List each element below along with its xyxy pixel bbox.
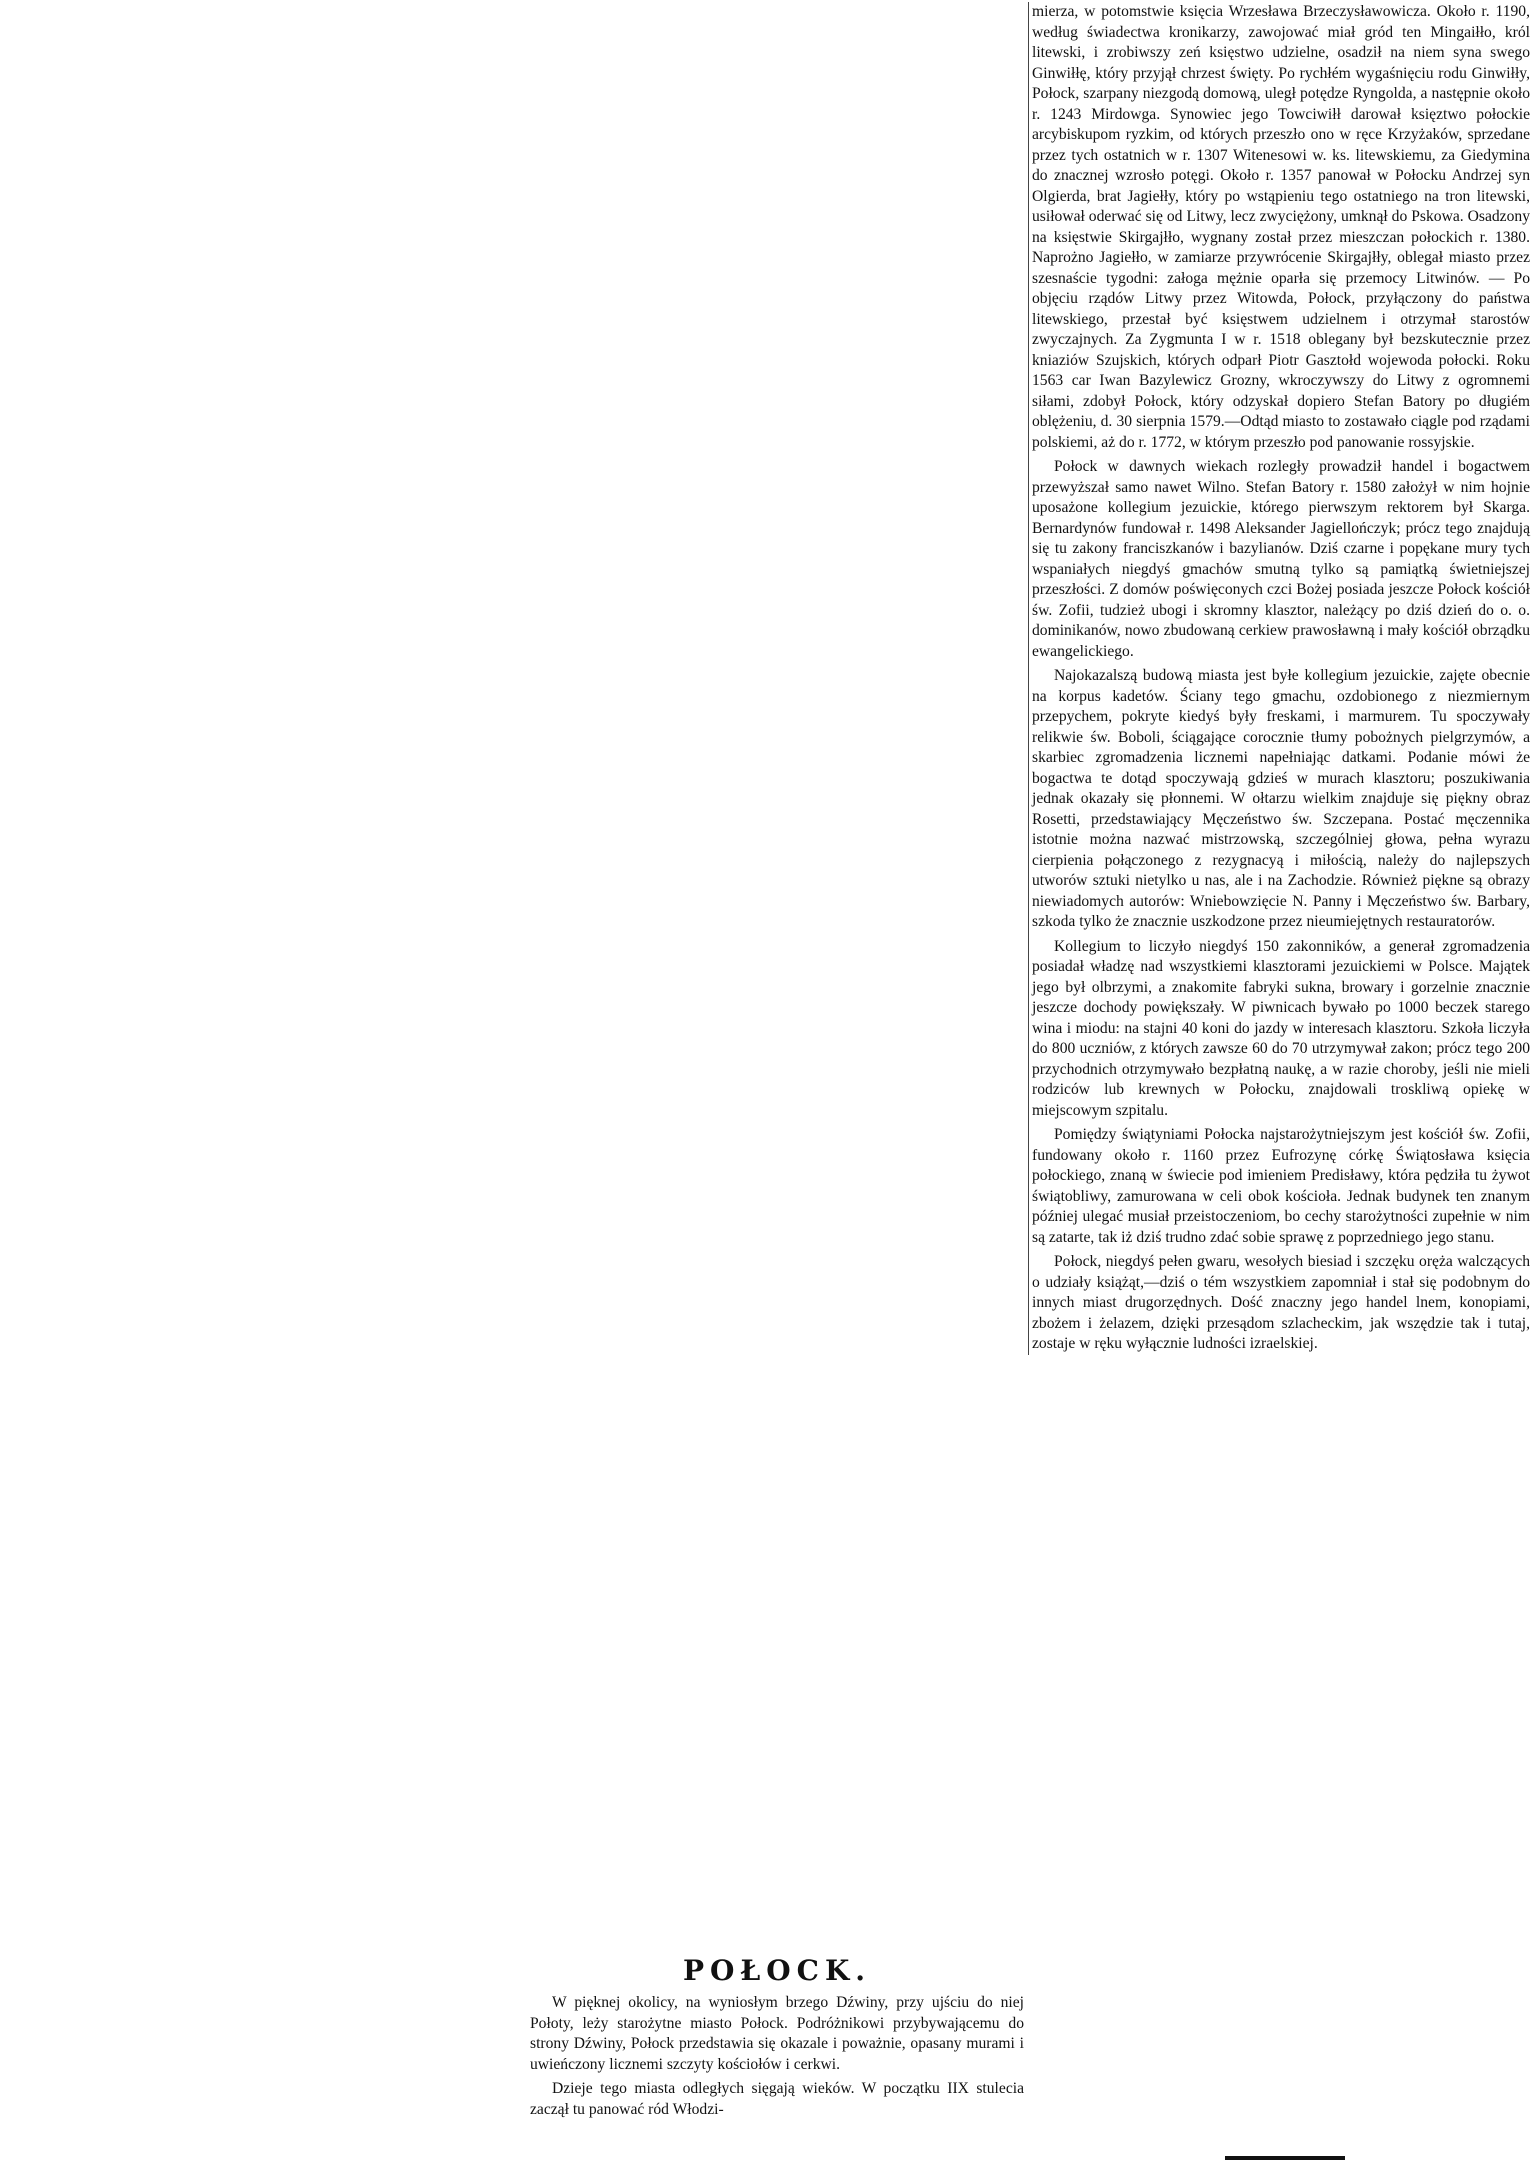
paragraph: Połock, niegdyś pełen gwaru, wesołych biesiad i szczęku oręża walczących o udziały książąt,—dziś o tém wszystkiem zapomniał i stał się podobnym do innych miast drugorzędnych. Dość znaczny jego handel lnem, konopiami, zbożem i żelazem, dzięki przesądom szlacheckim, jak wszędzie tak i tutaj, zostaje w ręku wyłącznie ludności izraelskiej.: [1032, 1253, 1530, 1352]
end-rule: [1225, 2156, 1345, 2160]
paragraph: Połock w dawnych wiekach rozległy prowadził handel i bogactwem przewyższał samo nawet Wilno. Stefan Batory r. 1580 założył w nim hojnie uposażone kollegium jezuickie, którego pierwszym rektorem był Skarga. Bernardynów fundował r. 1498 Aleksander Jagiellończyk; prócz tego znajdują się tu zakony franciszkanów i bazylianów. Dziś czarne i popękane mury tych wspaniałych niegdyś gmachów smutną tylko są pamiątką świetniejszej przeszłości. Z domów poświęconych czci Bożej posiada jeszcze Połock kościół św. Zofii, tudzież ubogi i skromny klasztor, należący po dziś dzień do o. o. dominikanów, nowo zbudowaną cerkiew prawosławną i mały kościół obrządku ewangelickiego.: [1032, 458, 1530, 660]
article-title: POŁOCK.: [682, 1954, 872, 1987]
right-column: [1028, 2, 1530, 1355]
left-column: [530, 1955, 1024, 2120]
paragraph: Najokazalszą budową miasta jest byłe kollegium jezuickie, zajęte obecnie na korpus kadetów. Ściany tego gmachu, ozdobionego z niezmiernym przepychem, pokryte kiedyś były freskami, i marmurem. Tu spoczywały relikwie św. Boboli, ściągające corocznie tłumy pobożnych pielgrzymów, a skarbiec zgromadzenia licznemi napełniając datkami. Podanie mówi że bogactwa te dotąd spoczywają gdzieś w murach klasztoru; poszukiwania jednak okazały się płonnemi. W ołtarzu wielkim znajduje się piękny obraz Rosetti, przedstawiający Męczeństwo św. Szczepana. Postać męczennika istotnie można nazwać mistrzowską, szczególniej głowa, pełna wyrazu cierpienia połączonego z rezygnacyą i miłością, należy do najlepszych utworów sztuki nietylko u nas, ale i na Zachodzie. Również piękne są obrazy niewiadomych autorów: Wniebowzięcie N. Panny i Męczeństwo św. Barbary, szkoda tylko że znacznie uszkodzone przez nieumiejętnych restauratorów.: [1032, 667, 1530, 930]
paragraph: Kollegium to liczyło niegdyś 150 zakonników, a generał zgromadzenia posiadał władzę nad wszystkiemi klasztorami jezuickiemi w Polsce. Majątek jego był olbrzymi, a znakomite fabryki sukna, browary i gorzelnie znacznie jeszcze dochody powiększały. W piwnicach bywało po 1000 beczek starego wina i miodu: na stajni 40 koni do jazdy w interesach klasztoru. Szkoła liczyła do 800 uczniów, z których zawsze 60 do 70 utrzymywał zakon; prócz tego 200 przychodnich otrzymywało bezpłatną naukę, a w razie choroby, jeśli nie mieli rodziców lub krewnych w Połocku, znajdowali troskliwą opiekę w miejscowym szpitalu.: [1032, 937, 1530, 1119]
paragraph: W pięknej okolicy, na wyniosłym brzego Dźwiny, przy ujściu do niej Połoty, leży starożytne miasto Połock. Podróżnikowi przybywającemu do strony Dźwiny, Połock przedstawia się okazale i poważnie, opasany murami i uwieńczony licznemi szczyty kościołów i cerkwi.: [530, 1994, 1024, 2073]
paragraph: Dzieje tego miasta odległych sięgają wieków. W początku IIX stulecia zaczął tu panować ród Włodzi-: [530, 2080, 1024, 2118]
paragraph: Pomiędzy świątyniami Połocka najstarożytniejszym jest kościół św. Zofii, fundowany około r. 1160 przez Eufrozynę córkę Świątosława księcia połockiego, znaną w świecie pod imieniem Predisławy, która pędziła tu żywot świątobliwy, zamurowana w celi obok kościoła. Jednak budynek ten znanym później ulegać musiał przeistoczeniom, bo cechy starożytności zupełnie w nim są zatarte, tak iż dziś trudno zdać sobie sprawę z poprzedniego jego stanu.: [1032, 1126, 1530, 1246]
paragraph: mierza, w potomstwie księcia Wrzesława Brzeczysławowicza. Około r. 1190, według świadectwa kronikarzy, zawojować miał gród ten Mingaiłło, król litewski, i zrobiwszy zeń księstwo udzielne, osadził na niem syna swego Ginwiłłę, który przyjął chrzest święty. Po rychłém wygaśnięciu rodu Ginwiłły, Połock, szarpany niezgodą domową, uległ potędze Ryngolda, a następnie około r. 1243 Mirdowga. Synowiec jego Towciwiłł darował księztwo połockie arcybiskupom ryzkim, od których przeszło ono w ręce Krzyżaków, sprzedane przez tych ostatnich w r. 1307 Witenesowi w. ks. litewskiemu, za Giedymina do znacznej wzrosło potęgi. Około r. 1357 panował w Połocku Andrzej syn Olgierda, brat Jagiełły, który po wstąpieniu tego ostatniego na tron litewski, usiłował oderwać się od Litwy, lecz zwyciężony, umknął do Pskowa. Osadzony na księstwie Skirgajłło, wygnany został przez mieszczan połockich r. 1380. Naprożno Jagiełło, w zamiarze przywrócenie Skirgajłły, oblegał miasto przez szesnaście tygodni: załoga mężnie oparła się przemocy Litwinów. — Po objęciu rządów Litwy przez Witowda, Połock, przyłączony do państwa litewskiego, przestał być księstwem udzielnem i otrzymał starostów zwyczajnych. Za Zygmunta I w r. 1518 oblegany był bezskutecznie przez kniaziów Szujskich, których odparł Piotr Gasztołd wojewoda połocki. Roku 1563 car Iwan Bazylewicz Grozny, wkroczywszy do Litwy z ogromnemi siłami, zdobył Połock, który odzyskał dopiero Stefan Batory po długiém oblężeniu, d. 30 sierpnia 1579.—Odtąd miasto to zostawało ciągle pod rządami polskiemi, aż do r. 1772, w którym przeszło pod panowanie rossyjskie.: [1032, 3, 1530, 451]
